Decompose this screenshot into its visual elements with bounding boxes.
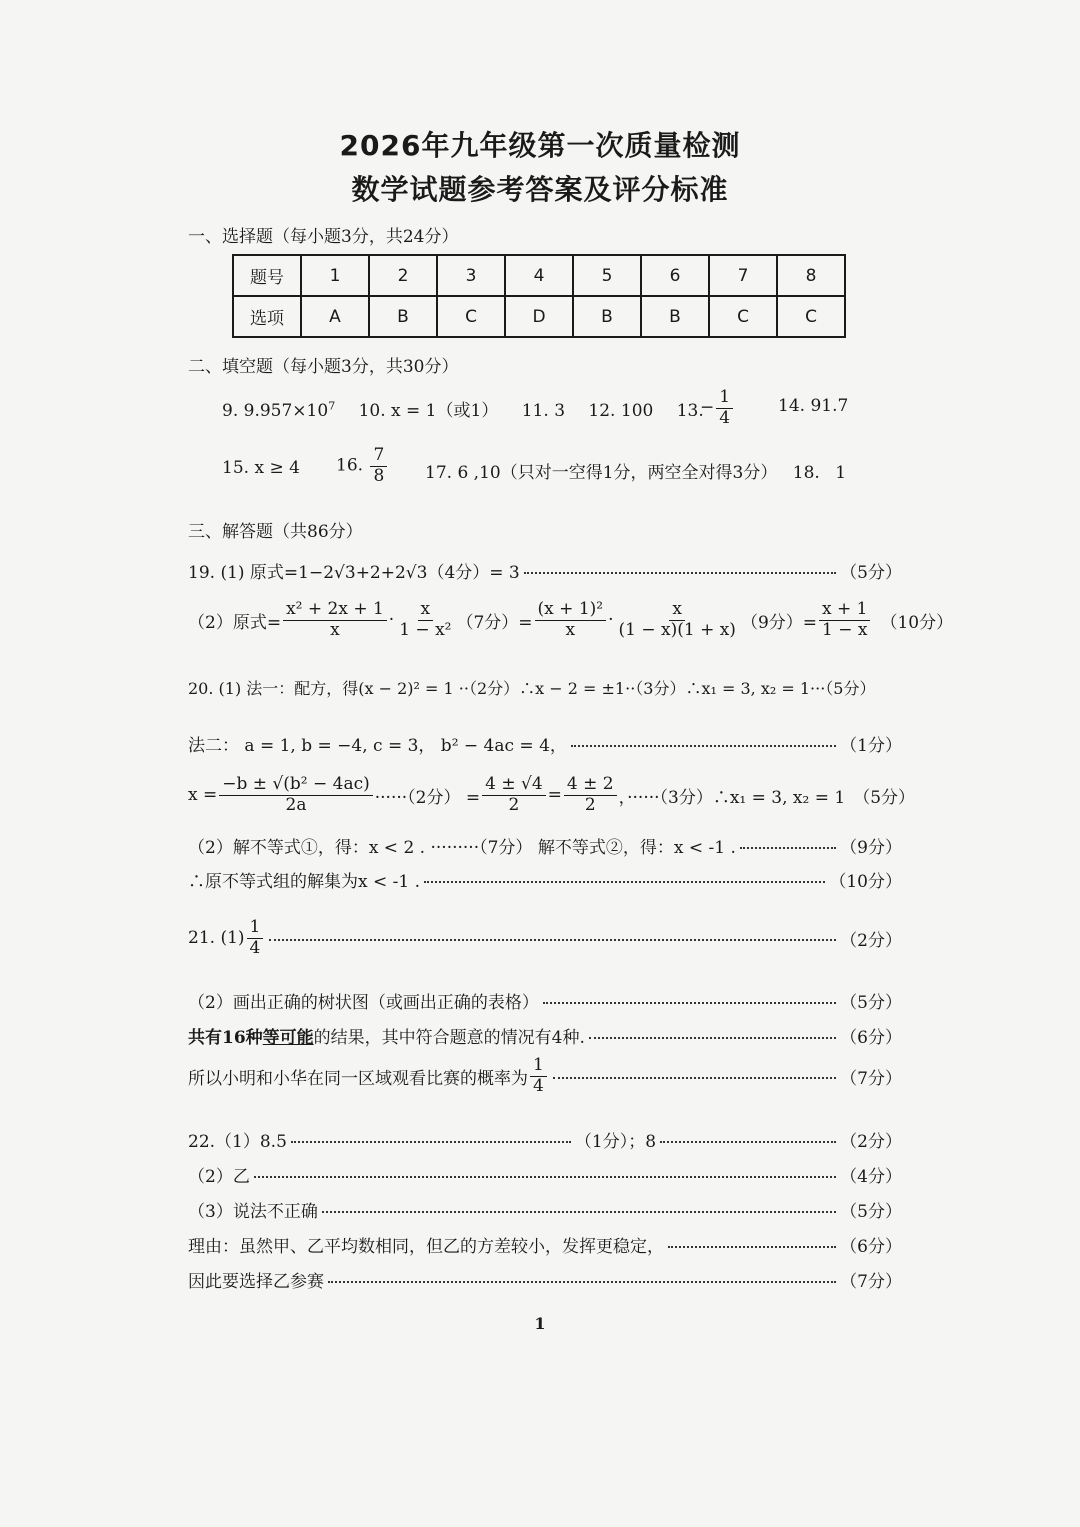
fraction-denominator: x <box>330 619 340 640</box>
score-label: （7分） <box>840 1068 902 1089</box>
fraction <box>616 600 739 640</box>
score-label: （2分） <box>840 1132 902 1152</box>
fraction <box>219 775 373 815</box>
fraction <box>819 600 870 640</box>
table-cell: B <box>369 296 437 337</box>
q22-part3 <box>188 1197 902 1222</box>
q20-part1-text: 20. (1) 法一：配方，得(x − 2)² = 1 ··（2分）∴x − 2 = ±1··（3分）∴x₁ = 3, x₂ = 1···（5分） <box>188 679 876 698</box>
q19-part2-prefix: （2）原式= <box>188 612 282 633</box>
q13-label: 13. <box>676 401 704 421</box>
page-number: 1 <box>534 1314 546 1333</box>
q11-value: 3 <box>554 401 566 421</box>
q14-label: 14. <box>778 396 806 416</box>
fraction <box>482 775 546 815</box>
q17-label: 17. <box>425 463 453 483</box>
score-label: （5分） <box>840 993 902 1013</box>
q21-part4 <box>188 1056 902 1096</box>
q22-part1-text: 22.（1）8.5 <box>188 1132 287 1152</box>
q20-method2 <box>188 731 902 756</box>
page-title-line1: 2026年九年级第一次质量检测 <box>339 129 741 162</box>
q12-value: 100 <box>620 401 654 421</box>
leader-dots <box>328 1281 836 1283</box>
q12-label: 12. <box>588 401 616 421</box>
fraction <box>530 1056 547 1096</box>
q16-label: 16. <box>336 455 364 476</box>
fraction-denominator: (1 − x)(1 + x) <box>618 619 736 640</box>
table-row <box>233 296 845 337</box>
fraction-denominator: 8 <box>373 465 385 486</box>
table-cell: 1 <box>301 255 369 296</box>
fraction <box>396 600 454 640</box>
fraction <box>247 918 264 958</box>
q22-conclusion-text: 因此要选择乙参赛 <box>188 1272 324 1292</box>
fraction-numerator: 1 <box>530 1056 547 1077</box>
fraction-denominator: x <box>565 619 576 640</box>
page-title-line2: 数学试题参考答案及评分标准 <box>351 173 729 206</box>
table-row-header: 选项 <box>233 296 301 337</box>
score-label: （7分） <box>840 1272 902 1292</box>
q9-value: 9.957×10 <box>243 401 329 421</box>
fraction-denominator: 4 <box>249 937 261 958</box>
section3-heading: 三、解答题（共86分） <box>188 522 363 542</box>
q21-part3-text-b: 等可能 <box>262 1028 314 1048</box>
q13-sign: − <box>700 397 715 418</box>
leader-dots <box>740 847 836 849</box>
leader-dots <box>269 939 836 941</box>
table-cell: 5 <box>573 255 641 296</box>
table-cell: C <box>437 296 505 337</box>
score-label: （10分） <box>829 872 902 892</box>
q21-part4-text: 所以小明和小华在同一区域观看比赛的概率为 <box>188 1068 528 1089</box>
fraction-numerator: 1 <box>247 918 264 939</box>
fraction <box>535 600 607 640</box>
fraction-numerator: 1 <box>716 388 733 409</box>
q9-label: 9. <box>222 401 239 421</box>
fraction-denominator: 2 <box>584 794 596 815</box>
q21-part2-text: （2）画出正确的树状图（或画出正确的表格） <box>188 993 539 1013</box>
q10-value: x = 1（或1） <box>391 401 499 421</box>
q22-part2-text: （2）乙 <box>188 1167 250 1187</box>
q17-value: 6 ,10（只对一空得1分，两空全对得3分） <box>457 463 778 483</box>
q13-fraction <box>716 388 733 428</box>
q20-conclusion-text: ∴原不等式组的解集为x < -1 . <box>188 872 421 892</box>
q22-part2 <box>188 1162 902 1187</box>
fraction-denominator: 4 <box>719 407 731 428</box>
fraction <box>283 600 387 640</box>
leader-dots <box>660 1141 836 1143</box>
fraction-denominator: 1 − x <box>822 619 868 640</box>
leader-dots <box>322 1211 836 1213</box>
q19-part2-step: （9分）= <box>740 612 818 633</box>
q21-part2 <box>188 988 902 1013</box>
table-cell: C <box>709 296 777 337</box>
fraction-numerator: x + 1 <box>819 600 870 621</box>
score-label: （1分） <box>840 736 902 756</box>
table-cell: 2 <box>369 255 437 296</box>
fill-answers-line1 <box>222 396 704 421</box>
table-cell: A <box>301 296 369 337</box>
table-cell: 7 <box>709 255 777 296</box>
q14-value: 91.7 <box>810 396 849 416</box>
q21-part3-text-a: 共有16种 <box>188 1028 263 1048</box>
q21-part1-prefix: 21. (1) <box>188 928 245 948</box>
q22-reason-text: 理由：虽然甲、乙平均数相同，但乙的方差较小，发挥更稳定， <box>188 1237 664 1257</box>
q21-part3 <box>188 1023 902 1048</box>
section2-heading: 二、填空题（每小题3分，共30分） <box>188 357 459 377</box>
leader-dots <box>254 1176 836 1178</box>
fraction-numerator: 7 <box>370 446 387 467</box>
leader-dots <box>571 745 836 747</box>
q15-value: x ≥ 4 <box>254 458 300 478</box>
score-label: （9分） <box>840 838 902 858</box>
q20-formula-tail: ，······（3分）∴x₁ = 3, x₂ = 1 <box>618 787 846 808</box>
choice-answer-table <box>232 254 846 338</box>
q21-part3-text-c: 的结果，其中符合题意的情况有4种. <box>313 1028 585 1048</box>
q20-part1 <box>188 676 902 699</box>
q14-answer <box>778 396 848 416</box>
q22-part3-text: （3）说法不正确 <box>188 1202 318 1222</box>
table-row <box>233 255 845 296</box>
score-label: （4分） <box>840 1167 902 1187</box>
q18-value: 1 <box>835 463 847 483</box>
q16-fraction <box>370 446 387 486</box>
q22-part1 <box>188 1127 902 1152</box>
fraction-numerator: x <box>418 600 434 621</box>
q22-reason <box>188 1232 902 1257</box>
table-cell: D <box>505 296 573 337</box>
leader-dots <box>589 1037 836 1039</box>
fraction-numerator: x <box>669 600 685 621</box>
fraction-denominator: 2 <box>508 794 520 815</box>
leader-dots <box>543 1002 836 1004</box>
q20-formula: x = $\frac{\text{−b ± √(b² − 4ac)}}{2a}$ ······（2分） = $\frac{4 \pm √4}{2}$ = $\frac{4 \pm 2}{2}$ ，······（3分）∴x₁ = 3, x₂ = 1 （5分） <box>188 773 916 815</box>
leader-dots <box>424 881 825 883</box>
q19-part1-text: 19. (1) 原式=1−2√3+2+2√3（4分）= 3 <box>188 563 520 583</box>
fraction-numerator: 4 ± 2 <box>564 775 617 796</box>
table-cell: C <box>777 296 845 337</box>
q11-label: 11. <box>521 401 549 421</box>
score-label: （5分） <box>840 1202 902 1222</box>
score-label: （6分） <box>840 1028 902 1048</box>
fraction-numerator: (x + 1)² <box>535 600 607 621</box>
q22-conclusion <box>188 1267 902 1292</box>
table-row-header: 题号 <box>233 255 301 296</box>
leader-dots <box>524 572 836 574</box>
q20-method2-text: 法二： a = 1, b = −4, c = 3， b² − 4ac = 4， <box>188 736 567 756</box>
q22-part1-mid: （1分）；8 <box>574 1132 657 1152</box>
score-label: （10分） <box>880 612 954 633</box>
q19-part2-step: （7分）= <box>456 612 533 633</box>
q20-part2-text: （2）解不等式①，得：x < 2 . ·········（7分） 解不等式②，得：x < -1 . <box>188 838 736 858</box>
q17-18-answers <box>425 458 846 483</box>
fraction-denominator: 1 − x² <box>399 619 452 640</box>
score-label: （6分） <box>840 1237 902 1257</box>
leader-dots <box>553 1077 836 1079</box>
table-cell: 3 <box>437 255 505 296</box>
table-cell: 4 <box>505 255 573 296</box>
table-cell: B <box>573 296 641 337</box>
q13-value <box>700 388 735 428</box>
score-label: （2分） <box>840 930 902 951</box>
fraction-numerator: 4 ± √4 <box>482 775 546 796</box>
fraction-denominator: 2a <box>285 794 307 815</box>
section1-heading: 一、选择题（每小题3分，共24分） <box>188 227 459 247</box>
q9-exponent: 7 <box>328 399 336 413</box>
leader-dots <box>291 1141 571 1143</box>
q18-label: 18. <box>792 463 820 483</box>
fraction <box>564 775 617 815</box>
fraction-numerator: −b ± √(b² − 4ac) <box>219 775 373 796</box>
q20-part2 <box>188 833 902 858</box>
fraction-denominator: 4 <box>533 1075 544 1096</box>
table-cell: B <box>641 296 709 337</box>
score-label: （5分） <box>840 563 902 583</box>
q15-label: 15. <box>222 458 250 478</box>
table-cell: 8 <box>777 255 845 296</box>
table-cell: 6 <box>641 255 709 296</box>
q20-formula-prefix: x = <box>188 785 218 805</box>
q20-conclusion <box>188 867 902 892</box>
q20-formula-step: ······（2分） = <box>374 787 481 808</box>
q16-answer <box>336 446 389 486</box>
q10-label: 10. <box>358 401 386 421</box>
leader-dots <box>668 1246 836 1248</box>
q15-answer <box>222 458 300 478</box>
score-label: （5分） <box>853 787 916 808</box>
q19-part1 <box>188 558 902 583</box>
q21-part1 <box>188 918 902 958</box>
q19-part2: （2）原式= $\frac{\text{x² + 2x + 1}}{x}$ · $\frac{x}{\text{1 − x²}}$ （7分）= $\frac{\text{(x + 1)²}}{x}$ · $\frac{x}{(1 - x)(1 + x)}$ （9分）= $\frac{x + 1}{1 - x}$ （10分） <box>188 598 954 640</box>
fraction-numerator: x² + 2x + 1 <box>283 600 387 621</box>
